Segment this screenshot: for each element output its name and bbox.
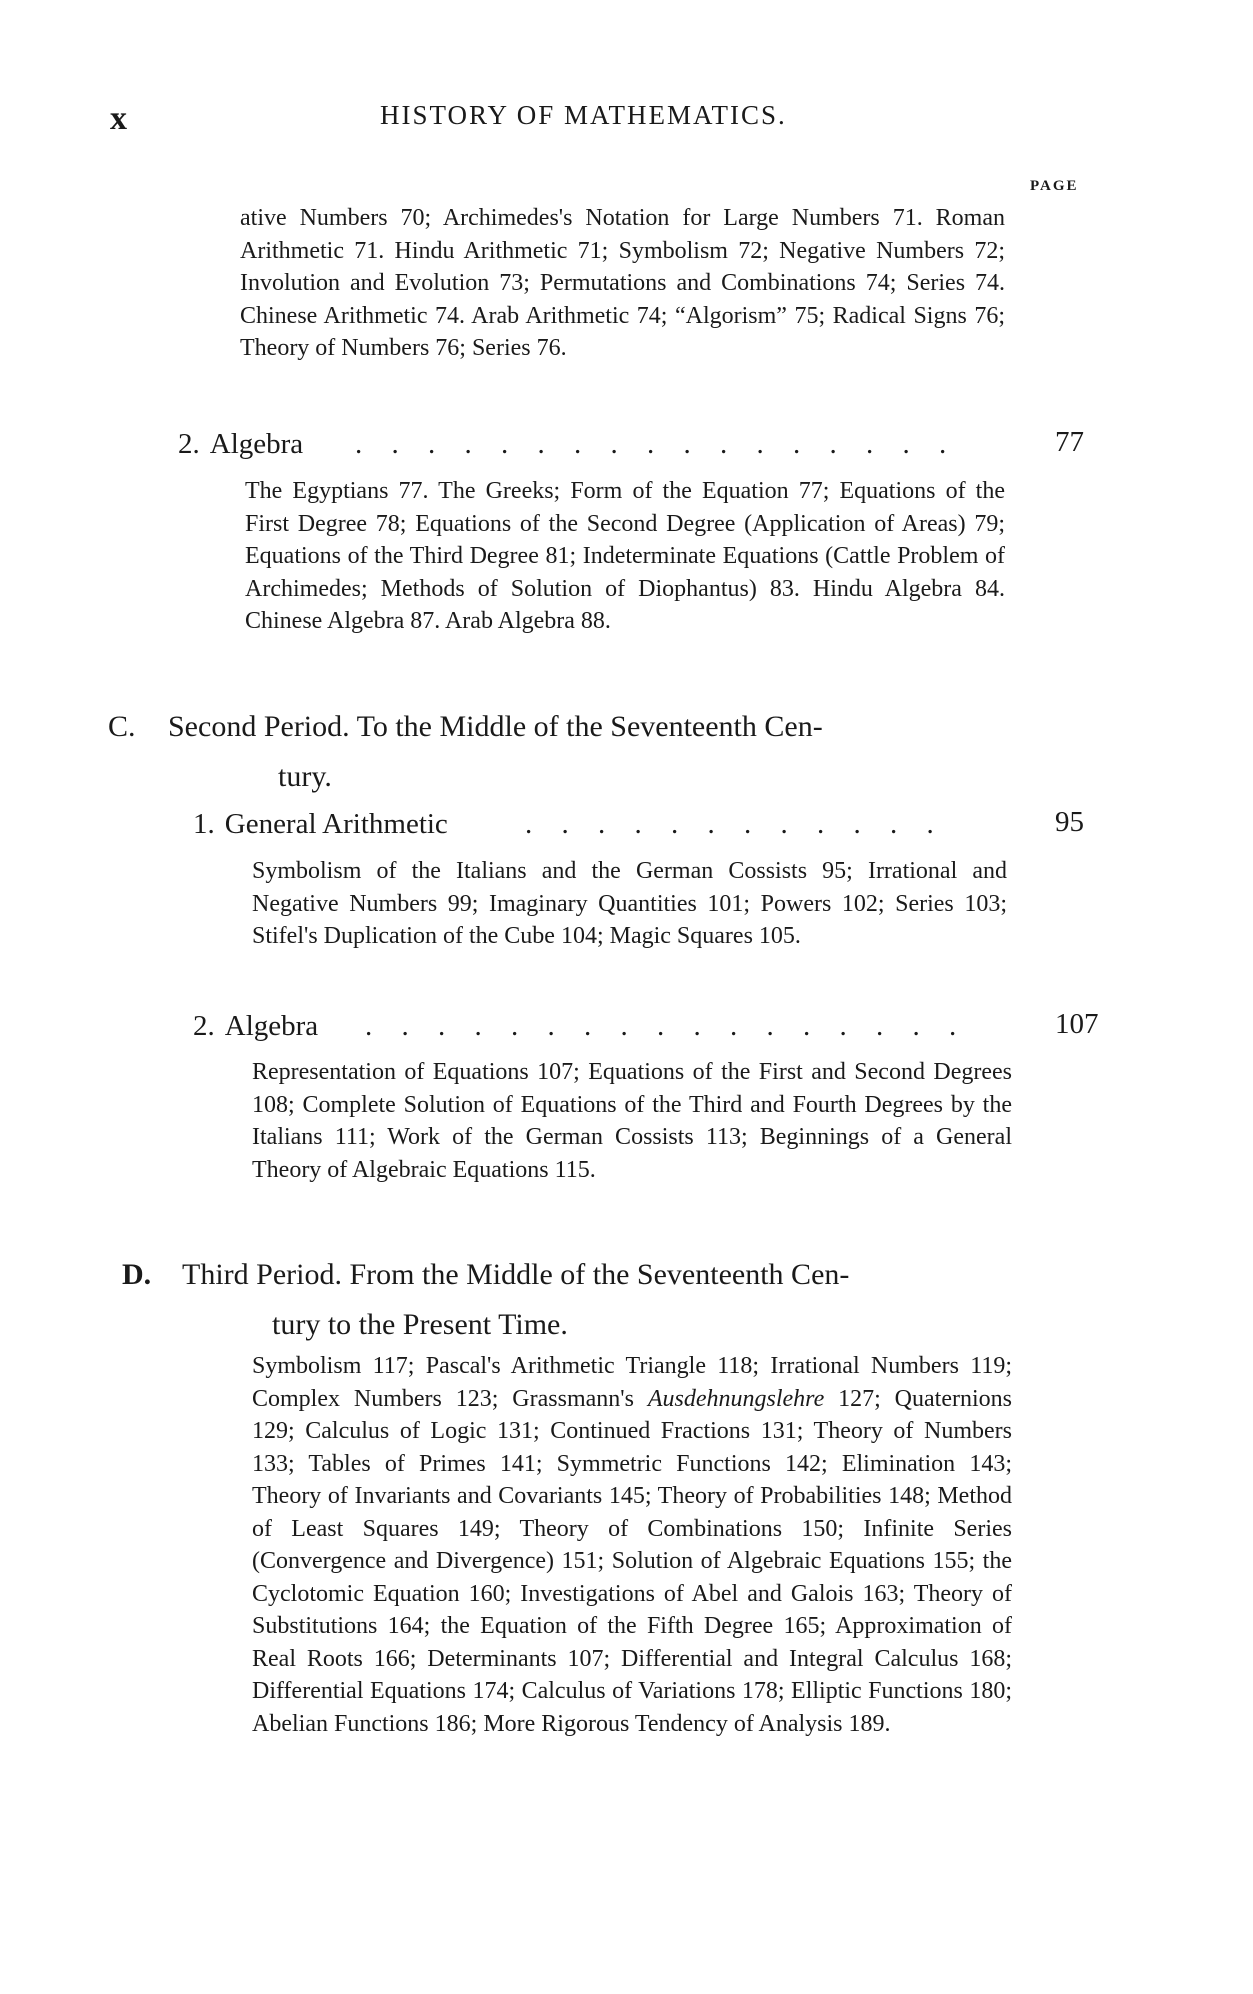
entry-number: 2.: [178, 428, 200, 460]
section-title-line1: Second Period. To the Middle of the Seventeenth Cen-: [168, 710, 823, 743]
section-letter: C.: [108, 710, 136, 743]
description-text: 127; Quaternions 129; Calculus of Logic 131; Continued Fractions 131; Theory of Numbers 133; Tables of Primes 141; Symmetric Functions 142; Elimination 143; Theory of Invariants and Covariants 145; Theory of Probabilities 148; Method of Least Squares 149; Theory of Combinations 150; Infinite Series (Convergence and Divergence) 151; Solution of Algebraic Equations 155; the Cyclotomic Equation 160; Investigations of Abel and Galois 163; Theory of Substitutions 164; the Equation of the Fifth Degree 165; Approximation of Real Roots 166; Determinants 107; Differential and Integral Calculus 168; Differential Equations 174; Calculus of Variations 178; Elliptic Functions 180; Abelian Functions 186; More Rigorous Tendency of Analysis 189.: [252, 1385, 1012, 1737]
entry-description: Representation of Equations 107; Equations of the First and Second Degrees 108; Complete Solution of Equations of the Third and Fourth Degrees by the Italians 111; Work of the German Cossists 113; Beginnings of a General Theory of Algebraic Equations 115.: [252, 1059, 1012, 1183]
entry-title: Algebra: [209, 428, 304, 460]
entry-description: The Egyptians 77. The Greeks; Form of the Equation 77; Equations of the First Degree 78; Equations of the Second Degree (Application of Areas) 79; Equations of the Third Degree 81; Indeterminate Equations (Cattle Problem of Archimedes; Methods of Solution of Diophantus) 83. Hindu Algebra 84. Chinese Algebra 87. Arab Algebra 88.: [245, 478, 1005, 634]
toc-entry-general-arithmetic[interactable]: [193, 808, 448, 841]
entry-page-number: 77: [1055, 426, 1084, 458]
description-text: Symbolism 117; Pascal's Arithmetic Triangle 118; Irrational Numbers 119; Complex Numbers 123; Grassmann's: [252, 1353, 1012, 1412]
entry-page-number: 95: [1055, 806, 1084, 838]
section-title-line1: Third Period. From the Middle of the Seventeenth Cen-: [182, 1258, 850, 1291]
section-letter: D.: [122, 1258, 152, 1291]
running-head: HISTORY OF MATHEMATICS.: [380, 100, 787, 130]
section-title-line2: tury.: [278, 760, 332, 793]
description-italic-title: Ausdehnungslehre: [647, 1385, 825, 1412]
entry-title: Algebra: [224, 1010, 319, 1042]
entry-number: 1.: [193, 808, 215, 840]
entry-description-d: [252, 1350, 1012, 1740]
dot-leaders: . . . . . . . . . . . .: [525, 808, 945, 840]
toc-entry-algebra-b2[interactable]: [178, 428, 303, 461]
dot-leaders: . . . . . . . . . . . . . . . . .: [365, 1010, 968, 1042]
continued-paragraph: ative Numbers 70; Archimedes's Notation for Large Numbers 71. Roman Arithmetic 71. Hindu Arithmetic 71; Symbolism 72; Negative Numbers 72; Involution and Evolution 73; Permutations and Combinations 74; Series 74. Chinese Arithmetic 74. Arab Arithmetic 74; “Algorism” 75; Radical Signs 76; Theory of Numbers 76; Series 76.: [240, 205, 1005, 361]
toc-entry-algebra-c2[interactable]: [193, 1010, 318, 1043]
section-heading-d: [122, 1250, 1042, 1350]
entry-description: Symbolism of the Italians and the German Cossists 95; Irrational and Negative Numbers 99; Imaginary Quantities 101; Powers 102; Series 103; Stifel's Duplication of the Cube 104; Magic Squares 105.: [252, 858, 1007, 949]
page-column-label: PAGE: [1030, 178, 1079, 194]
entry-title: General Arithmetic: [224, 808, 448, 840]
entry-page-number: 107: [1055, 1008, 1099, 1040]
entry-number: 2.: [193, 1010, 215, 1042]
page-number: x: [110, 100, 128, 137]
dot-leaders: . . . . . . . . . . . . . . . . .: [355, 428, 958, 460]
section-title-line2: tury to the Present Time.: [272, 1308, 568, 1341]
section-heading-c: [108, 702, 1028, 802]
